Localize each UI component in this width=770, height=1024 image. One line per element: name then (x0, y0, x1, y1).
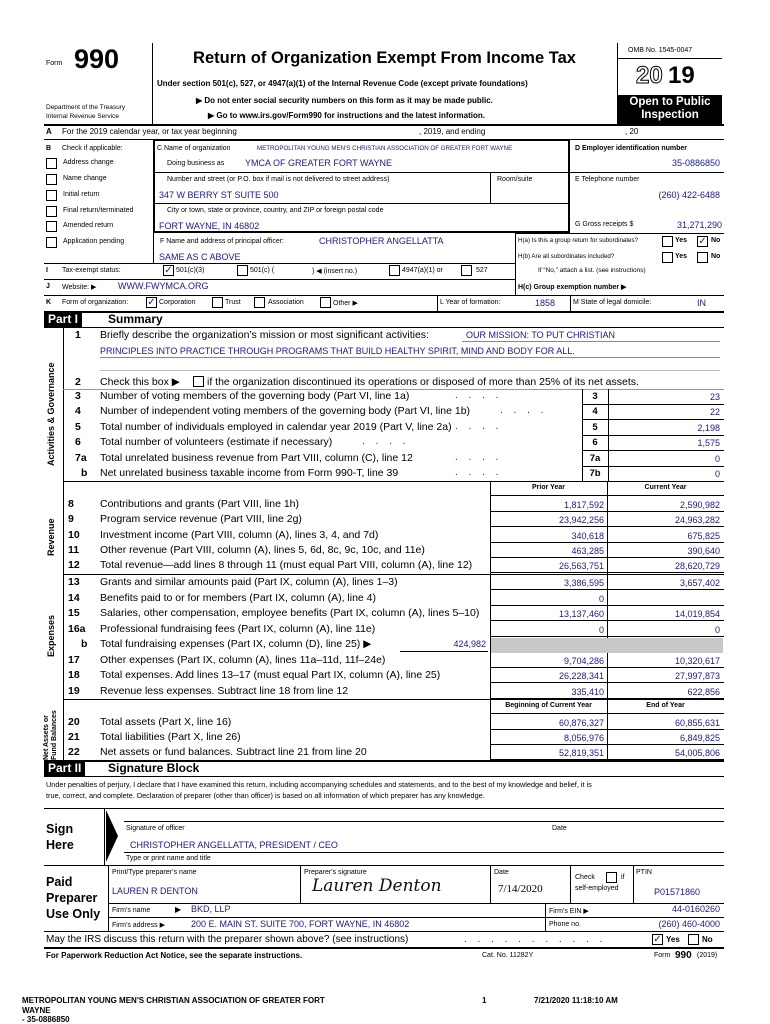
status-501c-label: 501(c) ( (250, 267, 275, 274)
year-bold: 19 (668, 62, 695, 89)
self-employed-label: self-employed (575, 885, 619, 892)
firm-address: 200 E. MAIN ST. SUITE 700, FORT WAYNE, IN 46802 (191, 919, 410, 929)
hb-note: If “No,” attach a list. (see instructions) (538, 267, 646, 274)
status-527-label: 527 (476, 267, 488, 274)
footer-form-number: 990 (675, 950, 692, 961)
initial-return-label: Initial return (63, 191, 100, 198)
trust-label: Trust (225, 299, 241, 306)
prior-year-value: 60,876,327 (558, 718, 604, 728)
preparer-date: 7/14/2020 (498, 883, 543, 895)
dba-label: Doing business as (167, 160, 225, 167)
hb-no-checkbox[interactable] (697, 252, 708, 263)
perjury-line2: true, correct, and complete. Declaration of preparer (other than officer) is based on all information of which preparer has any knowledge. (46, 791, 485, 800)
form-subtitle: Under section 501(c), 527, or 4947(a)(1) of the Internal Revenue Code (except private foundations) (157, 79, 528, 88)
gov-line-dots: . . . . (455, 421, 503, 432)
firm-phone-label: Phone no. (549, 921, 581, 928)
line16b-text: Total fundraising expenses (Part IX, column (D), line 25) ▶ (100, 638, 372, 650)
street-label: Number and street (or P.O. box if mail is not delivered to street address) (167, 176, 390, 183)
association-label: Association (268, 299, 304, 306)
prior-year-value: 335,410 (571, 686, 604, 697)
prior-year-value: 8,056,976 (563, 733, 604, 743)
signature-officer-label: Signature of officer (126, 825, 185, 832)
form-title: Return of Organization Exempt From Income Tax (193, 49, 576, 67)
line-number: 12 (68, 559, 80, 572)
side-net-assets-2: Fund Balances (51, 710, 58, 760)
prior-year-value: 1,817,592 (563, 500, 604, 510)
current-year-value: 0 (714, 624, 720, 635)
omb-number: OMB No. 1545-0047 (628, 47, 693, 54)
sign-label: Sign (46, 822, 74, 836)
line-text: Total expenses. Add lines 13–17 (must equal Part IX, column (A), line 25) (100, 669, 441, 682)
gov-line-box: 3 (592, 391, 598, 402)
gov-line-box: 7b (589, 468, 601, 479)
gov-line-box: 4 (592, 406, 598, 417)
line-number: 15 (68, 607, 80, 619)
row-rule (490, 557, 724, 558)
gov-line-value: 22 (709, 407, 720, 417)
current-year-value: 60,855,631 (674, 718, 720, 728)
print-org-line2: WAYNE (22, 1006, 51, 1015)
gov-line-rule (582, 419, 724, 420)
row-rule (490, 744, 724, 745)
website-value[interactable]: WWW.FWYMCA.ORG (118, 281, 209, 291)
hb-yes-label: Yes (675, 253, 688, 260)
gov-box-left (582, 389, 583, 481)
year-outline: 20 (636, 62, 663, 89)
self-employed-checkbox[interactable] (606, 872, 617, 883)
line-b-title: Check if applicable: (62, 145, 123, 152)
print-page-number: 1 (482, 996, 487, 1005)
row-rule (490, 667, 724, 668)
line2-num: 2 (75, 376, 81, 388)
prior-year-value: 13,137,460 (558, 609, 604, 619)
current-year-header: Current Year (644, 484, 687, 491)
website-label: Website: ▶ (62, 284, 97, 291)
prior-year-value: 340,618 (571, 530, 604, 541)
print-timestamp: 7/21/2020 11:18:10 AM (534, 996, 618, 1005)
line1-num: 1 (75, 329, 81, 341)
form-number: 990 (74, 44, 120, 74)
current-year-value: 3,657,402 (679, 578, 720, 588)
check-label: Check (575, 874, 595, 881)
perjury-line1: Under penalties of perjury, I declare that I have examined this return, including accompanying schedules and statements, and to the best of my knowledge and belief, it is (46, 780, 592, 789)
current-year-value: 390,640 (687, 545, 720, 556)
part2-label: Part II (44, 761, 85, 776)
ha-no-label: No (711, 237, 721, 244)
line-number: 20 (68, 716, 80, 728)
line-number: 8 (68, 498, 74, 510)
current-year-value: 10,320,617 (674, 656, 720, 666)
line16b-num: b (81, 638, 88, 650)
officer-name: CHRISTOPHER ANGELLATTA (319, 236, 444, 246)
firm-ein: 44-0160260 (671, 904, 720, 914)
gross-receipts-value: 31,271,290 (676, 220, 722, 230)
row-rule (490, 542, 724, 543)
current-year-value: 27,997,873 (674, 671, 720, 682)
current-year-value: 2,590,982 (679, 500, 720, 510)
line16b-value: 424,982 (453, 639, 486, 649)
gov-line-number: 5 (75, 421, 81, 433)
hb-question: H(b) Are all subordinates included? (518, 253, 615, 260)
current-year-value: 622,856 (687, 686, 720, 697)
side-activities-governance: Activities & Governance (46, 362, 56, 466)
form-label: Form (46, 60, 63, 67)
line-a-end: , 20 (625, 127, 639, 136)
sign-here-arrow (106, 810, 118, 862)
preparer-name: LAUREN R DENTON (112, 886, 198, 896)
current-year-value: 675,825 (687, 530, 720, 541)
phone-label: E Telephone number (575, 176, 640, 183)
ha-no-checkbox[interactable]: ✓ (698, 236, 707, 247)
instruction-website: ▶ Go to www.irs.gov/Form990 for instructions and the latest information. (208, 111, 485, 120)
prior-year-value: 26,228,341 (558, 671, 604, 682)
signature-date-label: Date (552, 825, 567, 832)
year-formation-label: L Year of formation: (440, 299, 501, 306)
row-rule (490, 589, 724, 590)
line-a-letter: A (46, 127, 52, 136)
ptin-label: PTIN (636, 869, 652, 876)
line2-text-b: if the organization discontinued its operations or disposed of more than 25% of its net assets. (207, 376, 639, 388)
ha-question: H(a) Is this a group return for subordinates? (518, 237, 639, 244)
status-4947-label: 4947(a)(1) or (402, 267, 443, 274)
prior-year-value: 463,285 (571, 545, 604, 556)
dept-treasury: Department of the Treasury (46, 104, 126, 111)
line-i-letter: I (46, 267, 48, 274)
gov-line-dots: . . . . (362, 436, 410, 447)
begin-year-header: Beginning of Current Year (505, 702, 592, 709)
gross-receipts-label: G Gross receipts $ (575, 221, 634, 228)
status-527-checkbox[interactable] (461, 265, 472, 276)
gov-line-value: 1,575 (697, 438, 720, 448)
line-text: Total liabilities (Part X, line 26) (100, 731, 241, 743)
ein-label: D Employer identification number (575, 145, 688, 152)
hb-no-label: No (711, 253, 721, 260)
gov-line-dots: . . . . (500, 405, 548, 416)
initial-return-checkbox[interactable] (46, 190, 57, 201)
gov-line-value: 0 (714, 454, 720, 464)
gov-line-number: 4 (75, 405, 81, 417)
row-rule (490, 605, 724, 606)
org-name-label: C Name of organization (157, 145, 231, 152)
gov-line-value: 0 (714, 469, 720, 479)
status-501c-insert: ) ◀ (insert no.) (312, 268, 358, 275)
side-net-assets-1: Net Assets or (43, 715, 50, 760)
row-rule (490, 511, 724, 512)
open-line1: Open to Public (629, 96, 711, 108)
line-number: 16a (68, 622, 86, 635)
amended-return-label: Amended return (63, 222, 114, 229)
line-text: Salaries, other compensation, employee benefits (Part IX, column (A), lines 5–10) (100, 607, 480, 619)
line16b-shade (491, 638, 723, 653)
firm-name: BKD, LLP (191, 904, 231, 914)
line1-text: Briefly describe the organization’s mission or most significant activities: (100, 329, 429, 341)
footer-form-label: Form (654, 952, 671, 959)
line-number: 17 (68, 654, 80, 666)
open-line2: Inspection (641, 109, 699, 121)
gov-line-text: Number of independent voting members of the governing body (Part VI, line 1b) (100, 405, 471, 417)
firm-name-label: Firm's name (112, 907, 151, 914)
prior-year-value: 0 (598, 624, 604, 635)
gov-line-text: Total number of individuals employed in calendar year 2019 (Part V, line 2a) (100, 421, 452, 433)
officer-name-title: CHRISTOPHER ANGELLATTA, PRESIDENT / CEO (130, 840, 338, 850)
line-text: Other expenses (Part IX, column (A), lines 11a–11d, 11f–24e) (100, 654, 386, 666)
prior-year-value: 23,942,256 (558, 515, 604, 526)
application-pending-label: Application pending (63, 238, 125, 245)
here-label: Here (46, 838, 74, 852)
gov-line-value: 23 (709, 392, 720, 402)
final-return-label: Final return/terminated (63, 207, 134, 214)
state-domicile-value: IN (697, 298, 706, 308)
gov-line-dots: . . . . (455, 452, 503, 463)
pra-notice: For Paperwork Reduction Act Notice, see the separate instructions. (46, 951, 303, 960)
current-year-value: 6,849,825 (679, 733, 720, 743)
final-return-checkbox[interactable] (46, 206, 57, 217)
discuss-yes-label: Yes (666, 935, 680, 944)
line-number: 13 (68, 576, 80, 588)
current-year-value: 14,019,854 (674, 609, 720, 619)
status-501c3-label: 501(c)(3) (176, 267, 205, 274)
line-a-text: For the 2019 calendar year, or tax year beginning (62, 127, 237, 136)
line-k-letter: K (46, 299, 52, 306)
line-number: 19 (68, 684, 80, 697)
ein-value: 35-0886850 (671, 158, 720, 168)
room-label: Room/suite (497, 176, 533, 183)
firm-name-arrow: ▶ (175, 905, 182, 914)
officer-label: F Name and address of principal officer: (160, 238, 284, 245)
corporation-checkbox[interactable]: ✓ (147, 297, 156, 308)
print-org-line1: METROPOLITAN YOUNG MEN'S CHRISTIAN ASSOCIATION OF GREATER FORT (22, 996, 325, 1005)
trust-checkbox[interactable] (212, 297, 223, 308)
line-text: Benefits paid to or for members (Part IX, column (A), line 4) (100, 591, 377, 604)
line-text: Revenue less expenses. Subtract line 18 from line 12 (100, 684, 349, 697)
city-label: City or town, state or province, country, and ZIP or foreign postal code (167, 207, 384, 214)
corporation-label: Corporation (159, 299, 196, 306)
gov-line-number: 7a (75, 452, 87, 464)
hb-yes-checkbox[interactable] (662, 252, 673, 263)
preparer-signature-label: Preparer's signature (304, 869, 367, 876)
line-text: Other revenue (Part VIII, column (A), lines 5, 6d, 8c, 9c, 10c, and 11e) (100, 543, 425, 556)
gov-line-rule (582, 404, 724, 405)
prior-year-value: 26,563,751 (558, 561, 604, 572)
current-year-value: 24,963,282 (674, 515, 720, 526)
preparer-name-label: Print/Type preparer’s name (112, 869, 197, 876)
address-change-label: Address change (63, 159, 114, 166)
line-number: 22 (68, 746, 80, 758)
prior-year-value: 52,819,351 (558, 748, 604, 758)
firm-phone: (260) 460-4000 (658, 919, 720, 929)
ha-yes-checkbox[interactable] (662, 236, 673, 247)
row-rule (490, 636, 724, 637)
preparer-date-label: Date (494, 869, 509, 876)
line-j-letter: J (46, 283, 50, 290)
discuss-no-checkbox[interactable] (688, 934, 699, 945)
gov-line-rule (582, 435, 724, 436)
gov-line-box: 6 (592, 437, 598, 448)
ptin-value: P01571860 (654, 887, 701, 897)
gov-line-text: Net unrelated business taxable income from Form 990-T, line 39 (100, 467, 399, 479)
status-501c-checkbox[interactable] (237, 265, 248, 276)
address-change-checkbox[interactable] (46, 158, 57, 169)
section-c-box (153, 139, 570, 233)
line-number: 21 (68, 731, 80, 743)
irs-label: Internal Revenue Service (46, 113, 119, 120)
gov-box-right (608, 389, 609, 481)
line-number: 9 (68, 513, 74, 526)
paid-label: Paid (46, 875, 73, 889)
gov-line-box: 7a (589, 453, 601, 464)
status-501c3-checkbox[interactable]: ✓ (164, 265, 173, 276)
discuss-dots: . . . . . . . . . . . (464, 934, 607, 945)
preparer-signature: Lauren Denton (312, 876, 442, 896)
discuss-question: May the IRS discuss this return with the preparer shown above? (see instructions) (46, 934, 409, 945)
other-checkbox[interactable] (320, 297, 331, 308)
application-pending-checkbox[interactable] (46, 237, 57, 248)
dba-name: YMCA OF GREATER FORT WAYNE (245, 158, 393, 168)
state-domicile-label: M State of legal domicile: (573, 299, 652, 306)
line-text: Grants and similar amounts paid (Part IX, column (A), lines 1–3) (100, 576, 398, 588)
discuss-yes-checkbox[interactable]: ✓ (653, 934, 662, 945)
open-to-public-banner (618, 95, 722, 124)
gov-line-number: b (81, 467, 88, 479)
gov-line-text: Number of voting members of the governing body (Part VI, line 1a) (100, 390, 410, 402)
discuss-no-label: No (702, 935, 713, 944)
mission-line1: OUR MISSION: TO PUT CHRISTIAN (466, 330, 616, 340)
row-rule (490, 526, 724, 527)
use-only-label: Use Only (46, 907, 101, 921)
gov-line-value: 2,198 (697, 423, 720, 433)
part2-title: Signature Block (108, 761, 200, 775)
line-number: 14 (68, 591, 80, 604)
row-rule (490, 729, 724, 730)
org-name: METROPOLITAN YOUNG MEN'S CHRISTIAN ASSOCIATION OF GREATER FORT WAYNE (257, 145, 513, 152)
prior-year-header: Prior Year (532, 484, 565, 491)
line-text: Net assets or fund balances. Subtract line 21 from line 20 (100, 746, 367, 758)
firm-address-label: Firm's address ▶ (112, 922, 166, 929)
name-change-checkbox[interactable] (46, 174, 57, 185)
gov-line-rule (582, 466, 724, 467)
side-expenses: Expenses (46, 614, 56, 657)
gov-line-rule (582, 450, 724, 451)
check-if-label: if (621, 874, 625, 881)
firm-ein-label: Firm's EIN ▶ (549, 908, 589, 915)
prior-year-value: 3,386,595 (563, 578, 604, 588)
type-print-label: Type or print name and title (126, 855, 211, 862)
ha-yes-label: Yes (675, 237, 688, 244)
line-b-letter: B (46, 145, 52, 152)
instruction-ssn: ▶ Do not enter social security numbers on this form as it may be made public. (196, 96, 493, 105)
part1-title: Summary (108, 312, 163, 326)
line-number: 18 (68, 669, 80, 682)
other-label: Other ▶ (333, 300, 358, 307)
row-rule (490, 682, 724, 683)
gov-line-text: Total unrelated business revenue from Part VIII, column (C), line 12 (100, 452, 413, 464)
line-number: 10 (68, 528, 80, 541)
cat-number: Cat. No. 11282Y (482, 952, 534, 959)
gov-line-number: 6 (75, 436, 81, 448)
association-checkbox[interactable] (254, 297, 265, 308)
line2-text-a: Check this box ▶ (100, 376, 180, 388)
hc-label: H(c) Group exemption number ▶ (518, 284, 627, 291)
line-a-mid: , 2019, and ending (419, 127, 486, 136)
part1-label: Part I (44, 312, 82, 327)
amended-return-checkbox[interactable] (46, 221, 57, 232)
officer-address: SAME AS C ABOVE (159, 252, 241, 262)
form-of-org-label: Form of organization: (62, 299, 129, 306)
line-text: Program service revenue (Part VIII, line 2g) (100, 513, 302, 526)
gov-line-number: 3 (75, 390, 81, 402)
side-revenue: Revenue (46, 518, 56, 556)
status-4947-checkbox[interactable] (389, 265, 400, 276)
prior-year-value: 9,704,286 (563, 656, 604, 666)
footer-form-year: (2019) (697, 952, 718, 959)
discontinued-checkbox[interactable] (193, 376, 204, 387)
print-org-line3: - 35-0886850 (22, 1015, 70, 1024)
mission-line2: PRINCIPLES INTO PRACTICE THROUGH PROGRAMS THAT BUILD HEALTHY SPIRIT, MIND AND BODY FOR ALL. (100, 346, 575, 356)
name-change-label: Name change (63, 175, 107, 182)
line-text: Professional fundraising fees (Part IX, column (A), line 11e) (100, 622, 376, 635)
end-year-header: End of Year (646, 702, 685, 709)
current-year-value: 54,005,806 (674, 748, 720, 758)
city-address: FORT WAYNE, IN 46802 (159, 221, 260, 231)
phone-value: (260) 422-6488 (658, 190, 720, 200)
line-number: 11 (68, 543, 80, 556)
gov-line-box: 5 (592, 422, 598, 433)
row-rule (490, 620, 724, 621)
gov-line-text: Total number of volunteers (estimate if necessary) (100, 436, 333, 448)
line-text: Total assets (Part X, line 16) (100, 716, 232, 728)
gov-line-dots: . . . . (455, 467, 503, 478)
prior-year-value: 0 (598, 593, 604, 604)
street-address: 347 W BERRY ST SUITE 500 (159, 190, 279, 200)
current-year-value: 28,620,729 (674, 561, 720, 572)
year-formation-value: 1858 (535, 298, 556, 308)
preparer-label: Preparer (46, 891, 98, 905)
line-text: Investment income (Part VIII, column (A), lines 3, 4, and 7d) (100, 528, 379, 541)
gov-line-dots: . . . . (455, 390, 503, 401)
line-text: Total revenue—add lines 8 through 11 (must equal Part VIII, column (A), line 12) (100, 559, 473, 572)
line-i-label: Tax-exempt status: (62, 267, 121, 274)
line-text: Contributions and grants (Part VIII, line 1h) (100, 498, 300, 510)
